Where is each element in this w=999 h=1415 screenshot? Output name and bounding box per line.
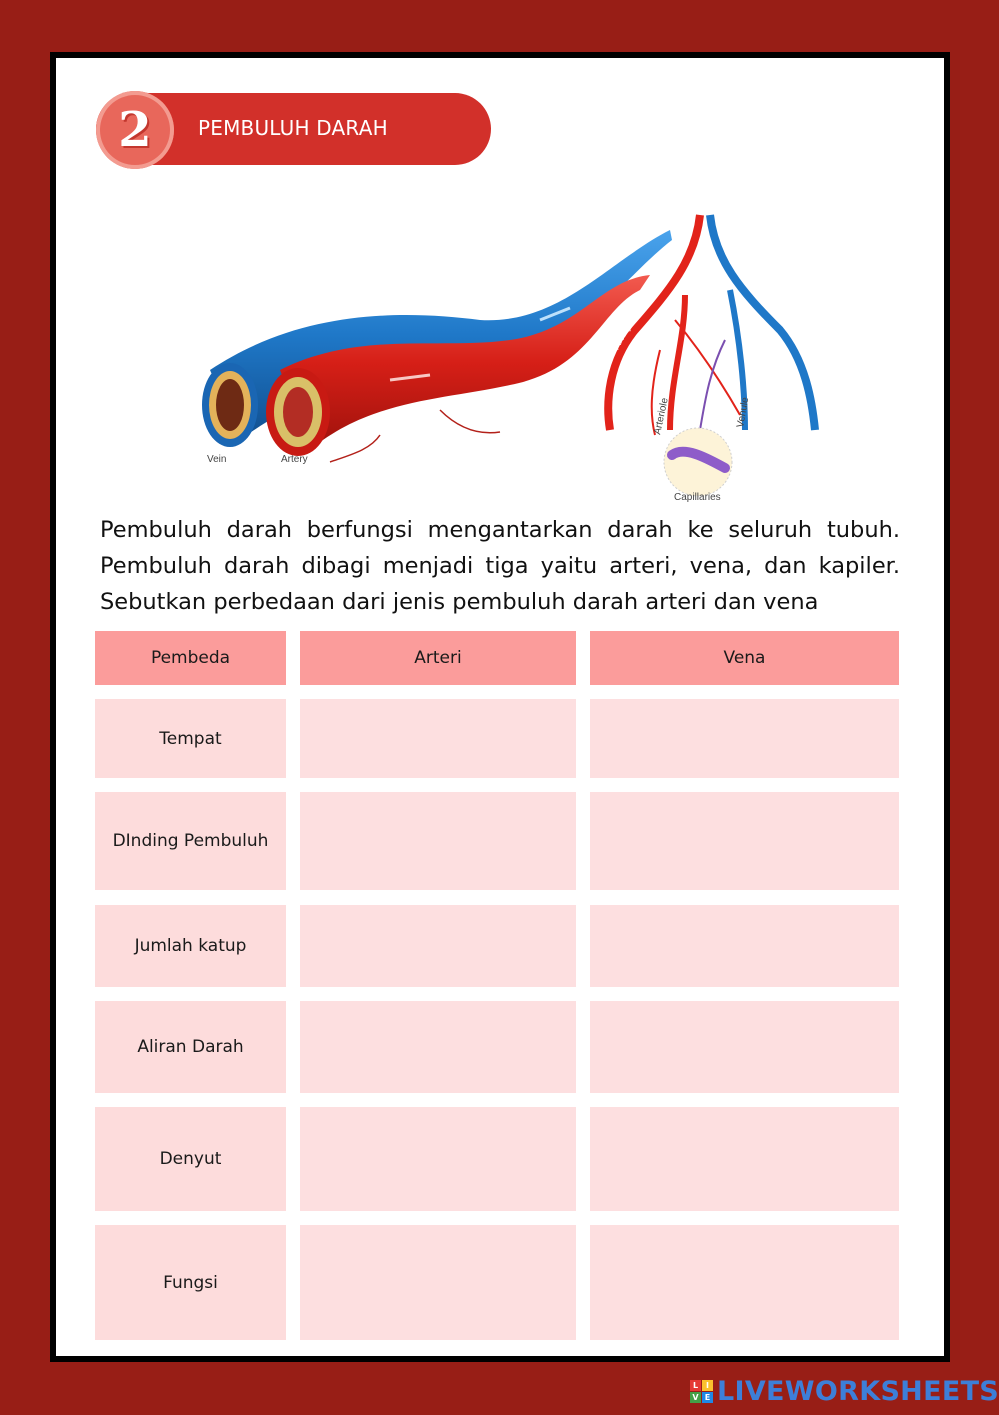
instruction-paragraph (100, 512, 900, 620)
artery-branch-label: Artery (610, 322, 634, 352)
artery-label: Artery (281, 454, 308, 465)
artery-tube (280, 275, 650, 450)
vein-branch-label: Vein (772, 346, 792, 369)
row-label-jumlah-katup: Jumlah katup (95, 905, 286, 987)
header-vena: Vena (590, 631, 899, 685)
section-title: PEMBULUH DARAH (198, 116, 388, 140)
header-arteri: Arteri (300, 631, 576, 685)
vein-branch (710, 215, 815, 430)
answer-katup-vena[interactable] (590, 905, 899, 987)
header-pembeda: Pembeda (95, 631, 286, 685)
section-number-badge: 2 (96, 91, 174, 169)
vein-label: Vein (207, 454, 227, 465)
row-label-fungsi: Fungsi (95, 1225, 286, 1340)
answer-denyut-vena[interactable] (590, 1107, 899, 1211)
liveworksheets-logo[interactable] (690, 1376, 999, 1406)
row-label-aliran-darah: Aliran Darah (95, 1001, 286, 1093)
blood-vessel-illustration (180, 200, 830, 510)
answer-denyut-arteri[interactable] (300, 1107, 576, 1211)
logo-squares-icon: L I V E (690, 1380, 713, 1403)
answer-tempat-vena[interactable] (590, 699, 899, 778)
answer-tempat-arteri[interactable] (300, 699, 576, 778)
venule-label: Venule (735, 396, 752, 429)
answer-aliran-vena[interactable] (590, 1001, 899, 1093)
logo-text: LIVEWORKSHEETS (717, 1375, 999, 1407)
arteriole-label: Arteriole (652, 396, 671, 436)
answer-fungsi-vena[interactable] (590, 1225, 899, 1340)
answer-dinding-arteri[interactable] (300, 792, 576, 890)
paragraph-line-2: Pembuluh darah dibagi menjadi tiga yaitu arteri, vena, dan kapiler. (100, 553, 900, 579)
answer-katup-arteri[interactable] (300, 905, 576, 987)
row-label-denyut: Denyut (95, 1107, 286, 1211)
answer-aliran-arteri[interactable] (300, 1001, 576, 1093)
paragraph-line-1: Pembuluh darah berfungsi mengantarkan darah ke seluruh tubuh. (100, 517, 900, 543)
row-label-dinding-pembuluh: DInding Pembuluh (95, 792, 286, 890)
paragraph-line-3: Sebutkan perbedaan dari jenis pembuluh darah arteri dan vena (100, 589, 819, 615)
answer-dinding-vena[interactable] (590, 792, 899, 890)
row-label-tempat: Tempat (95, 699, 286, 778)
capillaries-label: Capillaries (674, 492, 721, 503)
answer-fungsi-arteri[interactable] (300, 1225, 576, 1340)
